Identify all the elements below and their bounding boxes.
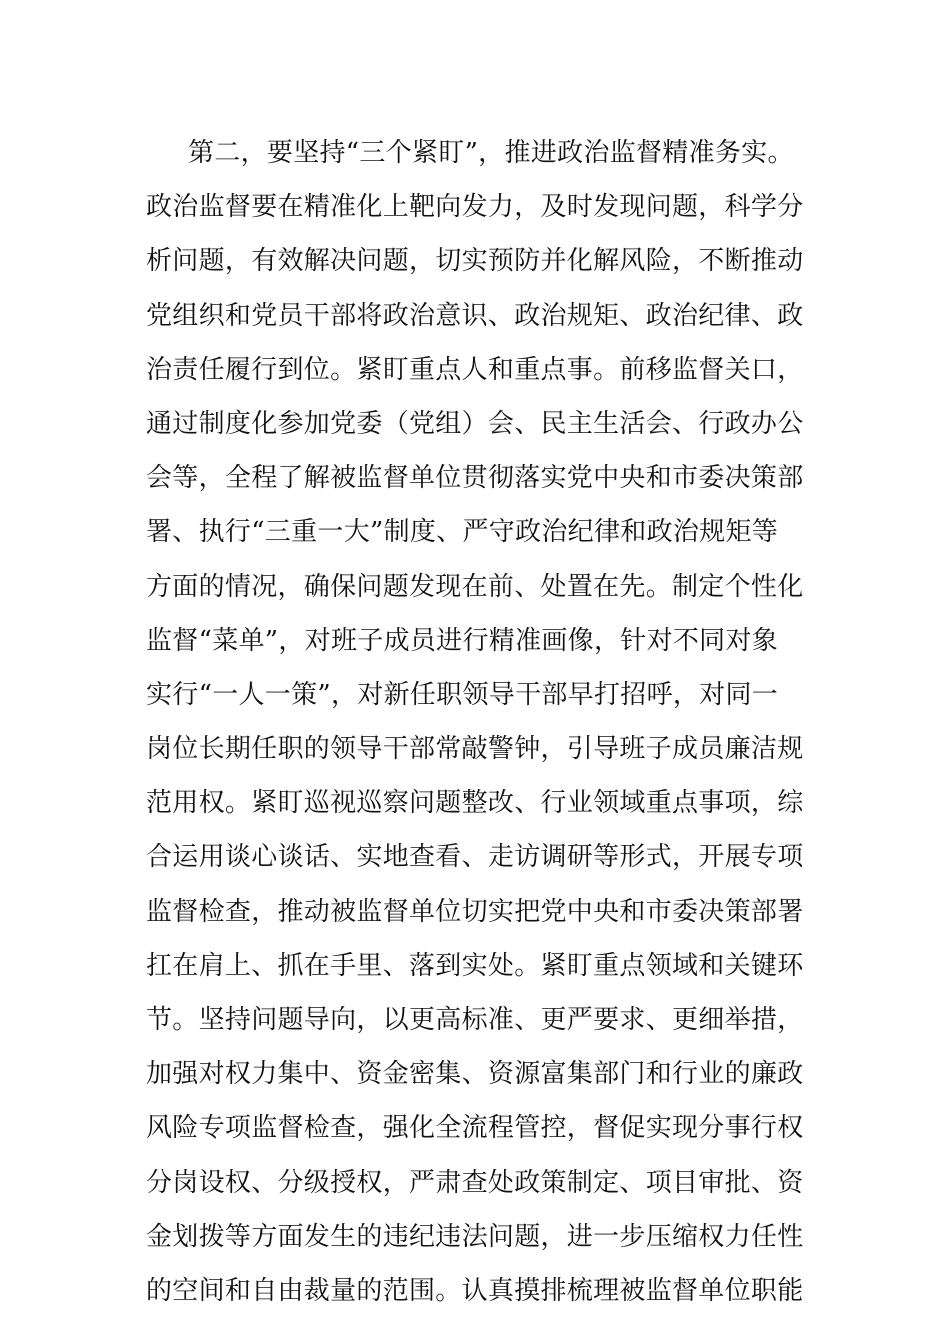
text-line: 金划拨等方面发生的违纪违法问题，进一步压缩权力任性: [146, 1221, 804, 1252]
text-line: 节。坚持问题导向，以更高标准、更严要求、更细举措，: [146, 1005, 804, 1035]
text-line: 范用权。紧盯巡视巡察问题整改、行业领域重点事项，综: [146, 788, 804, 819]
text-line: 实行“一人一策”，对新任职领导干部早打招呼，对同一: [146, 679, 779, 710]
text-line: 治责任履行到位。紧盯重点人和重点事。前移监督关口，: [146, 354, 804, 385]
text-line: 合运用谈心谈话、实地查看、走访调研等形式，开展专项: [146, 842, 804, 873]
text-line: 加强对权力集中、资金密集、资源富集部门和行业的廉政: [146, 1059, 804, 1090]
text-line: 分岗设权、分级授权，严肃查处政策制定、项目审批、资: [146, 1167, 804, 1198]
text-line: 党组织和党员干部将政治意识、政治规矩、政治纪律、政: [146, 300, 804, 331]
text-line: 析问题，有效解决问题，切实预防并化解风险，不断推动: [146, 246, 804, 277]
text-line: 岗位长期任职的领导干部常敲警钟，引导班子成员廉洁规: [146, 734, 804, 765]
text-line: 风险专项监督检查，强化全流程管控，督促实现分事行权: [146, 1113, 804, 1144]
text-line: 的空间和自由裁量的范围。认真摸排梳理被监督单位职能: [146, 1275, 804, 1306]
text-line: 方面的情况，确保问题发现在前、处置在先。制定个性化: [146, 571, 804, 602]
text-line: 通过制度化参加党委（党组）会、民主生活会、行政办公: [146, 408, 804, 439]
text-line: 扛在肩上、抓在手里、落到实处。紧盯重点领域和关键环: [146, 950, 804, 981]
text-line: 监督检查，推动被监督单位切实把党中央和市委决策部署: [146, 896, 804, 927]
text-line: 会等，全程了解被监督单位贯彻落实党中央和市委决策部: [146, 463, 804, 494]
text-line: 监督“菜单”，对班子成员进行精准画像，针对不同对象: [146, 625, 779, 656]
text-line: 第二，要坚持“三个紧盯”，推进政治监督精准务实。: [188, 138, 794, 168]
text-line: 政治监督要在精准化上靶向发力，及时发现问题，科学分: [146, 192, 804, 223]
text-line: 署、执行“三重一大”制度、严守政治纪律和政治规矩等: [146, 517, 779, 548]
paragraph: [146, 126, 816, 1318]
